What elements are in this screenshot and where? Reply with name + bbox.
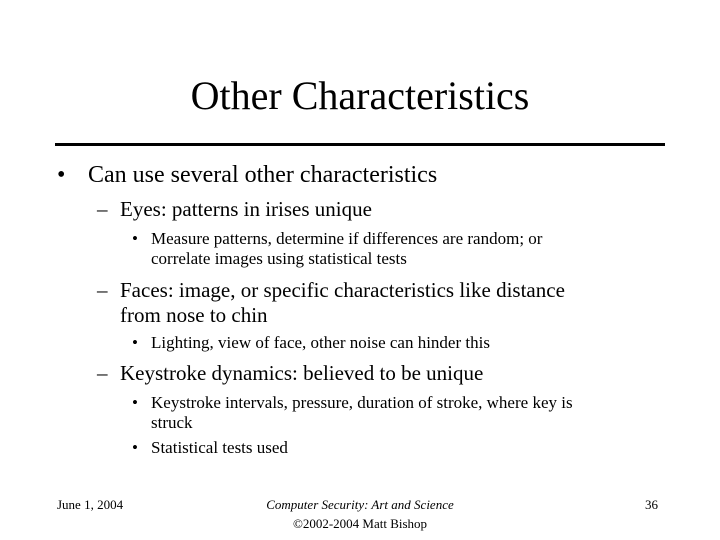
keystroke-detail2-dot: • bbox=[132, 438, 138, 457]
faces-point-line1: Faces: image, or specific characteristics like distance bbox=[120, 278, 565, 302]
slide-title: Other Characteristics bbox=[190, 73, 530, 118]
faces-point-line2: from nose to chin bbox=[120, 303, 268, 327]
bullet-dot: • bbox=[57, 162, 66, 188]
keystroke-detail1-dot: • bbox=[132, 393, 138, 412]
footer-credit bbox=[210, 495, 510, 533]
faces-detail-dot: • bbox=[132, 333, 138, 352]
eyes-detail-dot: • bbox=[132, 229, 138, 248]
faces-detail: Lighting, view of face, other noise can hinder this bbox=[151, 333, 490, 352]
main-point: Can use several other characteristics bbox=[88, 162, 438, 188]
keystroke-dash: – bbox=[97, 361, 108, 385]
page-number: 36 bbox=[645, 497, 658, 512]
keystroke-detail2: Statistical tests used bbox=[151, 438, 288, 457]
eyes-detail-line1: Measure patterns, determine if differences are random; or bbox=[151, 229, 543, 248]
eyes-detail-line2: correlate images using statistical tests bbox=[151, 249, 407, 268]
keystroke-point: Keystroke dynamics: believed to be unique bbox=[120, 361, 484, 385]
footer-date: June 1, 2004 bbox=[57, 497, 124, 512]
eyes-dash: – bbox=[97, 197, 108, 221]
title-divider bbox=[55, 143, 665, 146]
keystroke-detail1-line2: struck bbox=[151, 413, 193, 432]
faces-dash: – bbox=[97, 278, 108, 302]
footer-copyright: ©2002-2004 Matt Bishop bbox=[292, 516, 428, 531]
eyes-point: Eyes: patterns in irises unique bbox=[120, 197, 372, 221]
keystroke-detail1-line1: Keystroke intervals, pressure, duration of stroke, where key is bbox=[151, 393, 573, 412]
footer-course: Computer Security: Art and Science bbox=[266, 497, 454, 512]
